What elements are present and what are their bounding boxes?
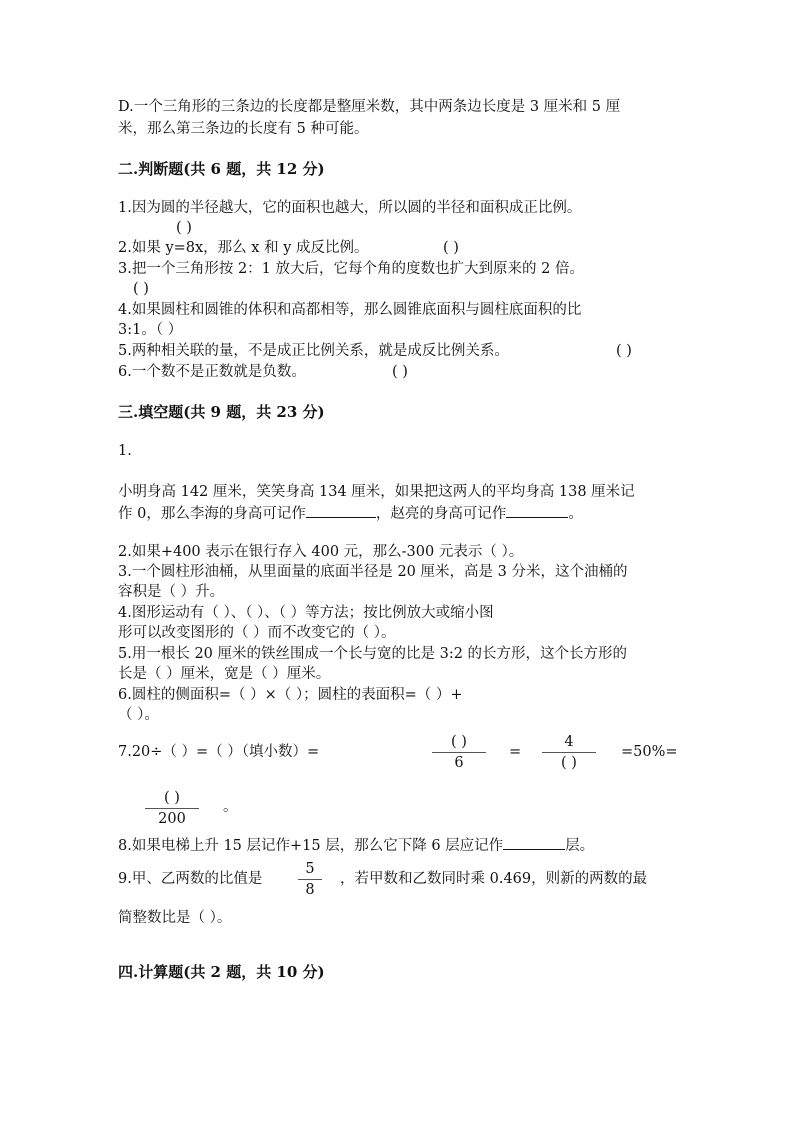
section3-heading: 三.填空题(共 9 题，共 23 分) [118, 403, 325, 421]
fill-q1-blank-zhaoliang[interactable] [506, 503, 568, 518]
fill-q7-fraction-3-numerator[interactable]: ( ) [164, 790, 180, 806]
fill-q7-fraction-1-numerator[interactable]: ( ) [451, 734, 467, 750]
fill-q8-text-end: 层。 [565, 838, 595, 854]
fill-q7-fraction-3-denominator: 200 [158, 811, 186, 827]
judge-q4-text-cont: 3:1。（ ） [118, 322, 183, 338]
fill-q8-blank[interactable] [503, 835, 565, 850]
judge-q5-answer-blank[interactable]: ( ) [616, 343, 632, 359]
fraction-bar [432, 752, 486, 753]
fill-q9-text-line2: 简整数比是（ ）。 [118, 910, 232, 926]
judge-q3-text: 3.把一个三角形按 2：1 放大后，它每个角的度数也扩大到原来的 2 倍。 [118, 261, 584, 277]
fill-q3-text: 3.一个圆柱形油桶，从里面量的底面半径是 20 厘米，高是 3 分米，这个油桶的 [118, 564, 628, 580]
fill-q4-text: 4.图形运动有（ ）、（ ）、（ ）等方法；按比例放大或缩小图 [118, 605, 494, 621]
fraction-bar [145, 808, 199, 809]
fill-q7-fraction-2-numerator: 4 [564, 734, 574, 750]
fill-q1-text-cont [118, 503, 583, 524]
fill-q7-fraction-1 [432, 733, 486, 772]
fill-q7-fraction-3 [145, 789, 199, 828]
fill-q7-equals: = [509, 744, 522, 760]
section2-heading: 二.判断题(共 6 题，共 12 分) [118, 160, 325, 178]
fill-q1-text-mid: ，赵亮的身高可记作 [375, 506, 507, 522]
fill-q2-text: 2.如果+400 表示在银行存入 400 元，那么-300 元表示（ ）。 [118, 544, 524, 560]
fill-q6-text-cont: （ ）。 [118, 707, 159, 723]
judge-q6-text: 6.一个数不是正数就是负数。 [118, 364, 306, 380]
fill-q3-text-cont: 容积是（ ）升。 [118, 584, 225, 600]
fill-q7-text: 7.20÷（ ）=（ ）（填小数）= [118, 744, 320, 760]
judge-q2-text: 2.如果 y=8x，那么 x 和 y 成反比例。 [118, 240, 369, 256]
fill-q9-fraction-denominator: 8 [305, 882, 315, 898]
fill-q1-text-pre: 作 0，那么李海的身高可记作 [118, 506, 306, 522]
judge-q3-answer-blank[interactable]: ( ) [133, 281, 149, 297]
fill-q4-text-cont: 形可以改变图形的（ ）而不改变它的（ ）。 [118, 625, 396, 641]
fill-q1-blank-lihai[interactable] [306, 503, 376, 518]
fill-q1-number: 1. [118, 443, 132, 459]
fill-q9-text: 9.甲、乙两数的比值是 [118, 871, 263, 887]
fill-q8-line [118, 835, 594, 856]
option-d-line2: 米，那么第三条边的长度有 5 种可能。 [118, 121, 369, 137]
fraction-bar [298, 879, 322, 880]
fill-q1-text: 小明身高 142 厘米，笑笑身高 134 厘米，如果把这两人的平均身高 138 厘米记 [118, 484, 635, 500]
fill-q6-text: 6.圆柱的侧面积=（ ）×（ ）；圆柱的表面积=（ ）+ [118, 687, 463, 703]
fill-q7-fraction-1-denominator: 6 [454, 755, 464, 771]
fraction-bar [542, 752, 596, 753]
judge-q1-text: 1.因为圆的半径越大，它的面积也越大，所以圆的半径和面积成正比例。 [118, 200, 582, 216]
fill-q7-fraction-2 [542, 733, 596, 772]
fill-q9-fraction [298, 860, 322, 899]
section4-heading: 四.计算题(共 2 题，共 10 分) [118, 963, 325, 981]
fill-q9-text-cont: ，若甲数和乙数同时乘 0.469，则新的两数的最 [340, 871, 648, 887]
fill-q7-percent-text: =50%= [621, 744, 678, 760]
fill-q1-text-end: 。 [568, 506, 583, 522]
option-d-line1: D.一个三角形的三条边的长度都是整厘米数，其中两条边长度是 3 厘米和 5 厘 [118, 99, 621, 115]
fill-q5-text-cont: 长是（ ）厘米，宽是（ ）厘米。 [118, 666, 331, 682]
judge-q6-answer-blank[interactable]: ( ) [392, 364, 408, 380]
fill-q8-text: 8.如果电梯上升 15 层记作+15 层，那么它下降 6 层应记作 [118, 838, 504, 854]
fill-q9-fraction-numerator: 5 [305, 861, 315, 877]
judge-q2-answer-blank[interactable]: ( ) [443, 240, 459, 256]
fill-q7-period: 。 [223, 799, 238, 815]
judge-q1-answer-blank[interactable]: ( ) [176, 220, 192, 236]
judge-q5-text: 5.两种相关联的量，不是成正比例关系，就是成反比例关系。 [118, 343, 509, 359]
fill-q7-fraction-2-denominator[interactable]: ( ) [561, 755, 577, 771]
fill-q5-text: 5.用一根长 20 厘米的铁丝围成一个长与宽的比是 3:2 的长方形，这个长方形的 [118, 646, 628, 662]
judge-q4-text: 4.如果圆柱和圆锥的体积和高都相等，那么圆锥底面积与圆柱底面积的比 [118, 302, 582, 318]
